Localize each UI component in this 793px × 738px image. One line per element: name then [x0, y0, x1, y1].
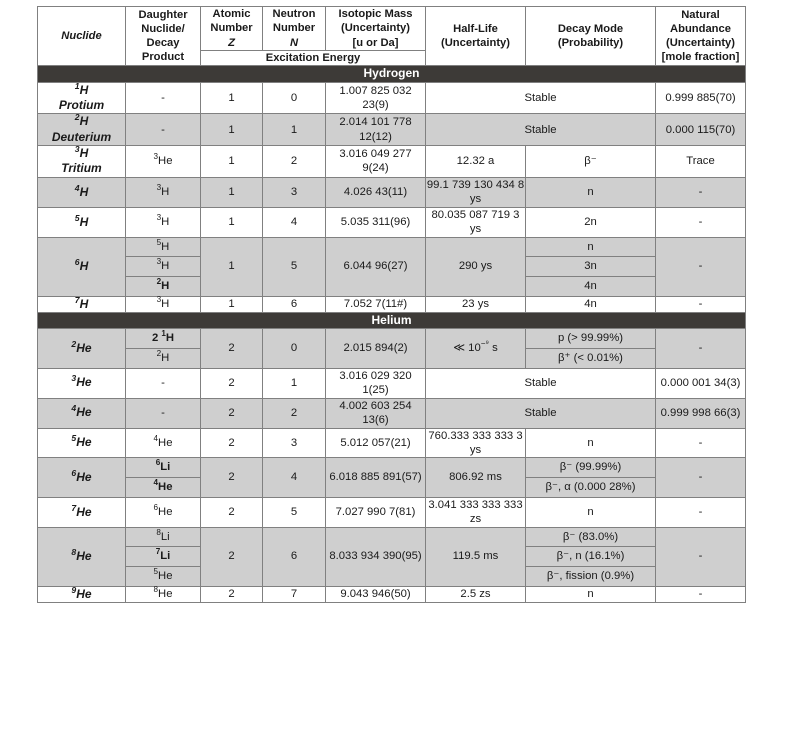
cell-natural-abundance: Trace [656, 146, 746, 178]
cell-daughter-nuclide: $^8$He [126, 586, 201, 602]
nuclide-symbol: $^2$He [71, 338, 92, 355]
cell-daughter-nuclide: - [126, 114, 201, 146]
nuclide-symbol: $^6$He [71, 467, 92, 484]
cell-daughter-nuclide: $^6$Li [126, 458, 200, 477]
column-header-half-life: Half-Life (Uncertainty) [426, 7, 526, 66]
cell-daughter-nuclide: $^7$Li [126, 547, 200, 567]
nuclide-symbol: $^6$H [74, 256, 89, 273]
column-header-decay-mode: Decay Mode (Probability) [526, 7, 656, 66]
cell-neutron-number: 1 [263, 368, 326, 398]
cell-natural-abundance: - [656, 237, 746, 296]
cell-half-life: 23 ys [426, 296, 526, 312]
cell-half-life: 3.041 333 333 333 zs [426, 497, 526, 527]
cell-stable-status: Stable [426, 114, 656, 146]
cell-isotopic-mass: 8.033 934 390(95) [326, 527, 426, 586]
cell-decay-mode: 2n [526, 207, 656, 237]
cell-atomic-number: 1 [201, 146, 263, 178]
cell-daughter-nuclide: $^3$He [126, 146, 201, 178]
cell-natural-abundance: - [656, 207, 746, 237]
cell-natural-abundance: 0.000 115(70) [656, 114, 746, 146]
cell-neutron-number: 2 [263, 146, 326, 178]
cell-daughter-nuclide: $^2$H [156, 277, 170, 292]
cell-half-life: 290 ys [426, 237, 526, 296]
cell-nuclide [38, 329, 126, 368]
cell-isotopic-mass: 5.035 311(96) [326, 207, 426, 237]
cell-neutron-number: 7 [263, 586, 326, 602]
cell-neutron-number: 0 [263, 329, 326, 368]
nuclide-symbol: $^5$He [71, 433, 92, 450]
nuclide-symbol: $^9$He [71, 584, 92, 601]
cell-decay-mode-group [526, 527, 656, 586]
nuclide-name: Protium [58, 98, 105, 113]
nuclide-table-container [37, 6, 745, 603]
cell-isotopic-mass: 1.007 825 032 23(9) [326, 82, 426, 114]
cell-stable-status: Stable [426, 398, 656, 428]
cell-neutron-number: 3 [263, 177, 326, 207]
cell-nuclide [38, 527, 126, 586]
cell-daughter-nuclide: $^8$Li [126, 528, 200, 547]
cell-nuclide [38, 497, 126, 527]
cell-nuclide [38, 458, 126, 497]
column-header-isotopic-mass: Isotopic Mass (Uncertainty) [u or Da] [326, 7, 426, 51]
cell-natural-abundance: - [656, 177, 746, 207]
cell-daughter-nuclide-group [126, 458, 201, 497]
cell-nuclide [38, 207, 126, 237]
cell-atomic-number: 1 [201, 114, 263, 146]
cell-daughter-nuclide: $^5$He [153, 567, 173, 583]
table-row [38, 82, 746, 114]
cell-nuclide [38, 177, 126, 207]
nuclide-name: Tritium [61, 161, 102, 176]
cell-atomic-number: 2 [201, 497, 263, 527]
cell-daughter-nuclide: $^2$H [156, 349, 170, 365]
nuclide-symbol: $^7$H [74, 294, 89, 311]
column-header-nuclide: Nuclide [38, 7, 126, 66]
cell-decay-mode-group [526, 458, 656, 497]
table-row [38, 398, 746, 428]
cell-nuclide [38, 237, 126, 296]
cell-decay-mode: 4n [584, 279, 597, 292]
nuclide-symbol: $^5$H [74, 212, 89, 229]
cell-daughter-nuclide: $^3$H [126, 296, 201, 312]
cell-decay-mode: β⁻, fission (0.9%) [546, 570, 635, 583]
nuclide-symbol: $^4$He [71, 403, 92, 420]
nuclide-symbol: $^2$H [74, 112, 89, 129]
cell-neutron-number: 3 [263, 428, 326, 458]
cell-half-life: 12.32 a [426, 146, 526, 178]
cell-natural-abundance: - [656, 428, 746, 458]
cell-decay-mode: n [526, 586, 656, 602]
neutron-number-symbol: N [289, 36, 299, 49]
table-row [38, 368, 746, 398]
cell-natural-abundance: 0.999 998 66(3) [656, 398, 746, 428]
cell-isotopic-mass: 2.014 101 778 12(12) [326, 114, 426, 146]
cell-natural-abundance: - [656, 586, 746, 602]
cell-natural-abundance: - [656, 296, 746, 312]
cell-isotopic-mass: 6.018 885 891(57) [326, 458, 426, 497]
cell-daughter-nuclide: $^3$H [126, 207, 201, 237]
cell-stable-status: Stable [426, 82, 656, 114]
cell-neutron-number: 1 [263, 114, 326, 146]
cell-isotopic-mass: 4.026 43(11) [326, 177, 426, 207]
table-header [38, 7, 746, 66]
cell-neutron-number: 4 [263, 458, 326, 497]
cell-natural-abundance: - [656, 497, 746, 527]
cell-half-life: 806.92 ms [426, 458, 526, 497]
cell-nuclide [38, 296, 126, 312]
nuclide-symbol: $^8$He [71, 547, 92, 564]
cell-daughter-nuclide: $^5$H [126, 238, 200, 257]
cell-atomic-number: 2 [201, 458, 263, 497]
cell-nuclide [38, 114, 126, 146]
cell-daughter-nuclide: $^4$He [153, 478, 173, 494]
cell-daughter-nuclide-group [126, 237, 201, 296]
cell-neutron-number: 2 [263, 398, 326, 428]
nuclide-symbol: $^4$H [74, 182, 89, 199]
nuclide-symbol: $^3$He [71, 373, 92, 390]
cell-isotopic-mass: 5.012 057(21) [326, 428, 426, 458]
header-row-main [38, 7, 746, 51]
cell-decay-mode: β⁻ (83.0%) [526, 528, 655, 547]
cell-neutron-number: 6 [263, 527, 326, 586]
cell-isotopic-mass: 9.043 946(50) [326, 586, 426, 602]
cell-decay-mode: β⁺ (< 0.01%) [558, 352, 623, 365]
cell-neutron-number: 5 [263, 237, 326, 296]
cell-nuclide [38, 82, 126, 114]
column-header-natural-abundance: Natural Abundance (Uncertainty) [mole fraction] [656, 7, 746, 66]
cell-decay-mode: n [526, 497, 656, 527]
cell-natural-abundance: - [656, 458, 746, 497]
cell-decay-mode: n [526, 238, 655, 257]
cell-isotopic-mass: 7.052 7(11#) [326, 296, 426, 312]
section-title-hydrogen: Hydrogen [38, 66, 746, 82]
cell-isotopic-mass: 3.016 049 277 9(24) [326, 146, 426, 178]
table-row [38, 329, 746, 368]
cell-isotopic-mass: 4.002 603 254 13(6) [326, 398, 426, 428]
cell-natural-abundance: 0.000 001 34(3) [656, 368, 746, 398]
cell-atomic-number: 2 [201, 329, 263, 368]
cell-natural-abundance: 0.999 885(70) [656, 82, 746, 114]
cell-atomic-number: 2 [201, 586, 263, 602]
cell-nuclide [38, 398, 126, 428]
cell-atomic-number: 2 [201, 527, 263, 586]
cell-decay-mode: p (> 99.99%) [526, 329, 655, 348]
table-row [38, 458, 746, 497]
cell-atomic-number: 1 [201, 296, 263, 312]
table-row [38, 428, 746, 458]
cell-decay-mode: β⁻, n (16.1%) [526, 547, 655, 567]
cell-half-life: 760.333 333 333 3 ys [426, 428, 526, 458]
table-row [38, 146, 746, 178]
cell-half-life: 99.1 739 130 434 8 ys [426, 178, 525, 206]
cell-atomic-number: 2 [201, 398, 263, 428]
table-body [38, 66, 746, 603]
nuclide-table [37, 6, 746, 603]
cell-decay-mode-group [526, 329, 656, 368]
cell-decay-mode: β⁻, α (0.000 28%) [545, 481, 636, 494]
cell-isotopic-mass: 3.016 029 320 1(25) [326, 368, 426, 398]
cell-decay-mode-group [526, 237, 656, 296]
cell-nuclide [38, 146, 126, 178]
table-row [38, 586, 746, 602]
nuclide-symbol: $^7$He [71, 502, 92, 519]
cell-nuclide [38, 368, 126, 398]
column-header-atomic-number: Atomic Number Z [201, 7, 263, 51]
cell-daughter-nuclide: $^6$He [126, 497, 201, 527]
cell-isotopic-mass: 6.044 96(27) [326, 237, 426, 296]
cell-daughter-nuclide: $^4$He [126, 428, 201, 458]
cell-half-life: 119.5 ms [426, 527, 526, 586]
cell-natural-abundance: - [656, 527, 746, 586]
cell-decay-mode: n [526, 428, 656, 458]
section-title-helium: Helium [38, 313, 746, 329]
cell-nuclide [38, 428, 126, 458]
cell-decay-mode: 3n [526, 257, 655, 277]
table-row [38, 497, 746, 527]
cell-decay-mode: β⁻ [526, 146, 656, 178]
table-row [38, 177, 746, 207]
cell-daughter-nuclide: $^3$H [126, 257, 200, 277]
cell-daughter-nuclide-group [126, 329, 201, 368]
table-row [38, 527, 746, 586]
cell-atomic-number: 1 [201, 237, 263, 296]
cell-nuclide [38, 586, 126, 602]
cell-atomic-number: 2 [201, 368, 263, 398]
cell-stable-status: Stable [426, 368, 656, 398]
section-row [38, 313, 746, 329]
cell-daughter-nuclide: 2 $^1$H [126, 329, 200, 348]
cell-neutron-number: 5 [263, 497, 326, 527]
cell-atomic-number: 1 [201, 82, 263, 114]
table-row [38, 207, 746, 237]
nuclide-symbol: $^3$H [74, 144, 89, 161]
cell-isotopic-mass: 2.015 894(2) [326, 329, 426, 368]
nuclide-name: Deuterium [51, 129, 112, 144]
section-row [38, 66, 746, 82]
column-header-daughter-nuclide-label: Daughter Nuclide/ Decay Product [138, 8, 188, 64]
cell-neutron-number: 4 [263, 207, 326, 237]
cell-decay-mode: n [526, 177, 656, 207]
column-header-neutron-number: Neutron Number N [263, 7, 326, 51]
cell-daughter-nuclide: $^3$H [126, 177, 201, 207]
nuclide-symbol: $^1$H [74, 80, 89, 97]
cell-atomic-number: 2 [201, 428, 263, 458]
cell-atomic-number: 1 [201, 177, 263, 207]
column-header-excitation-energy: Excitation Energy [201, 50, 426, 65]
cell-natural-abundance: - [656, 329, 746, 368]
cell-decay-mode: 4n [526, 296, 656, 312]
column-header-daughter-nuclide [126, 7, 201, 66]
cell-daughter-nuclide: - [126, 82, 201, 114]
cell-half-life: 80.035 087 719 3 ys [426, 207, 526, 237]
cell-decay-mode: β⁻ (99.99%) [526, 458, 655, 477]
table-row [38, 296, 746, 312]
cell-daughter-nuclide: - [126, 368, 201, 398]
atomic-number-symbol: Z [228, 36, 235, 49]
cell-neutron-number: 0 [263, 82, 326, 114]
cell-neutron-number: 6 [263, 296, 326, 312]
cell-half-life: 2.5 zs [426, 586, 526, 602]
table-row [38, 237, 746, 296]
cell-atomic-number: 1 [201, 207, 263, 237]
cell-half-life: ≪ $10^{-^9}$ s [426, 329, 526, 368]
cell-daughter-nuclide: - [126, 398, 201, 428]
cell-isotopic-mass: 7.027 990 7(81) [326, 497, 426, 527]
table-row [38, 114, 746, 146]
cell-daughter-nuclide-group [126, 527, 201, 586]
